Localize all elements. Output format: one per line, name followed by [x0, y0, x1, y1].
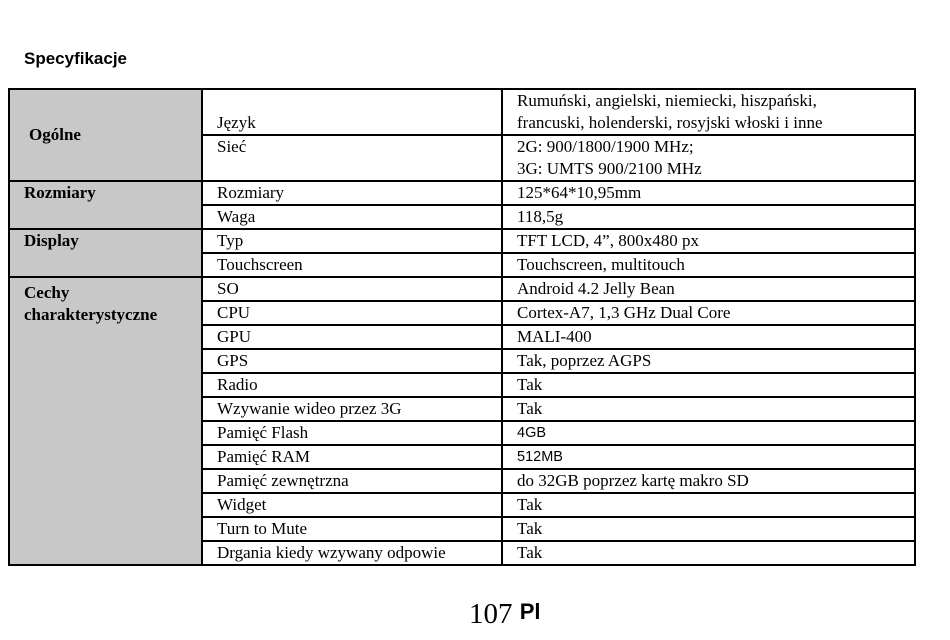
category-cell-display: Display	[9, 229, 202, 277]
value-cell: Cortex-A7, 1,3 GHz Dual Core	[502, 301, 915, 325]
category-cell-rozmiary: Rozmiary	[9, 181, 202, 229]
value-line: francuski, holenderski, rosyjski włoski i inne	[517, 113, 823, 132]
value-cell: Tak	[502, 373, 915, 397]
param-cell: GPU	[202, 325, 502, 349]
param-cell: CPU	[202, 301, 502, 325]
param-cell: Pamięć zewnętrzna	[202, 469, 502, 493]
table-row	[9, 277, 915, 301]
value-cell: Tak	[502, 541, 915, 565]
specification-table	[8, 88, 916, 566]
param-cell: Drgania kiedy wzywany odpowie	[202, 541, 502, 565]
value-cell: 118,5g	[502, 205, 915, 229]
value-cell: do 32GB poprzez kartę makro SD	[502, 469, 915, 493]
param-cell: Widget	[202, 493, 502, 517]
param-cell: Touchscreen	[202, 253, 502, 277]
value-cell: Android 4.2 Jelly Bean	[502, 277, 915, 301]
value-cell: 512MB	[502, 445, 915, 469]
param-cell: Turn to Mute	[202, 517, 502, 541]
value-line: 3G: UMTS 900/2100 MHz	[517, 159, 702, 178]
param-cell: Typ	[202, 229, 502, 253]
language-code: Pl	[519, 599, 541, 624]
value-cell: Tak	[502, 517, 915, 541]
category-cell-cechy: Cechy charakterystyczne	[9, 277, 202, 565]
value-cell: TFT LCD, 4”, 800x480 px	[502, 229, 915, 253]
param-cell: Sieć	[202, 135, 502, 181]
param-cell: Pamięć RAM	[202, 445, 502, 469]
param-cell: Wzywanie wideo przez 3G	[202, 397, 502, 421]
param-cell: Waga	[202, 205, 502, 229]
page-number: 107	[469, 598, 513, 630]
page-title: Specyfikacje	[24, 49, 128, 68]
param-cell: Radio	[202, 373, 502, 397]
value-cell: MALI-400	[502, 325, 915, 349]
param-cell: GPS	[202, 349, 502, 373]
value-line: Rumuński, angielski, niemiecki, hiszpański,	[517, 91, 817, 110]
param-cell: SO	[202, 277, 502, 301]
value-cell: Tak	[502, 397, 915, 421]
value-cell: Tak, poprzez AGPS	[502, 349, 915, 373]
table-row	[9, 89, 915, 135]
category-cell-ogolne: Ogólne	[9, 89, 202, 181]
value-cell: Tak	[502, 493, 915, 517]
page-footer	[469, 598, 541, 631]
value-cell: 125*64*10,95mm	[502, 181, 915, 205]
value-line: 2G: 900/1800/1900 MHz;	[517, 137, 694, 156]
table-row	[9, 181, 915, 205]
param-cell: Rozmiary	[202, 181, 502, 205]
param-cell: Pamięć Flash	[202, 421, 502, 445]
value-cell: Touchscreen, multitouch	[502, 253, 915, 277]
value-cell	[502, 89, 915, 135]
table-row	[9, 229, 915, 253]
value-cell	[502, 135, 915, 181]
param-cell: Język	[202, 89, 502, 135]
value-cell: 4GB	[502, 421, 915, 445]
